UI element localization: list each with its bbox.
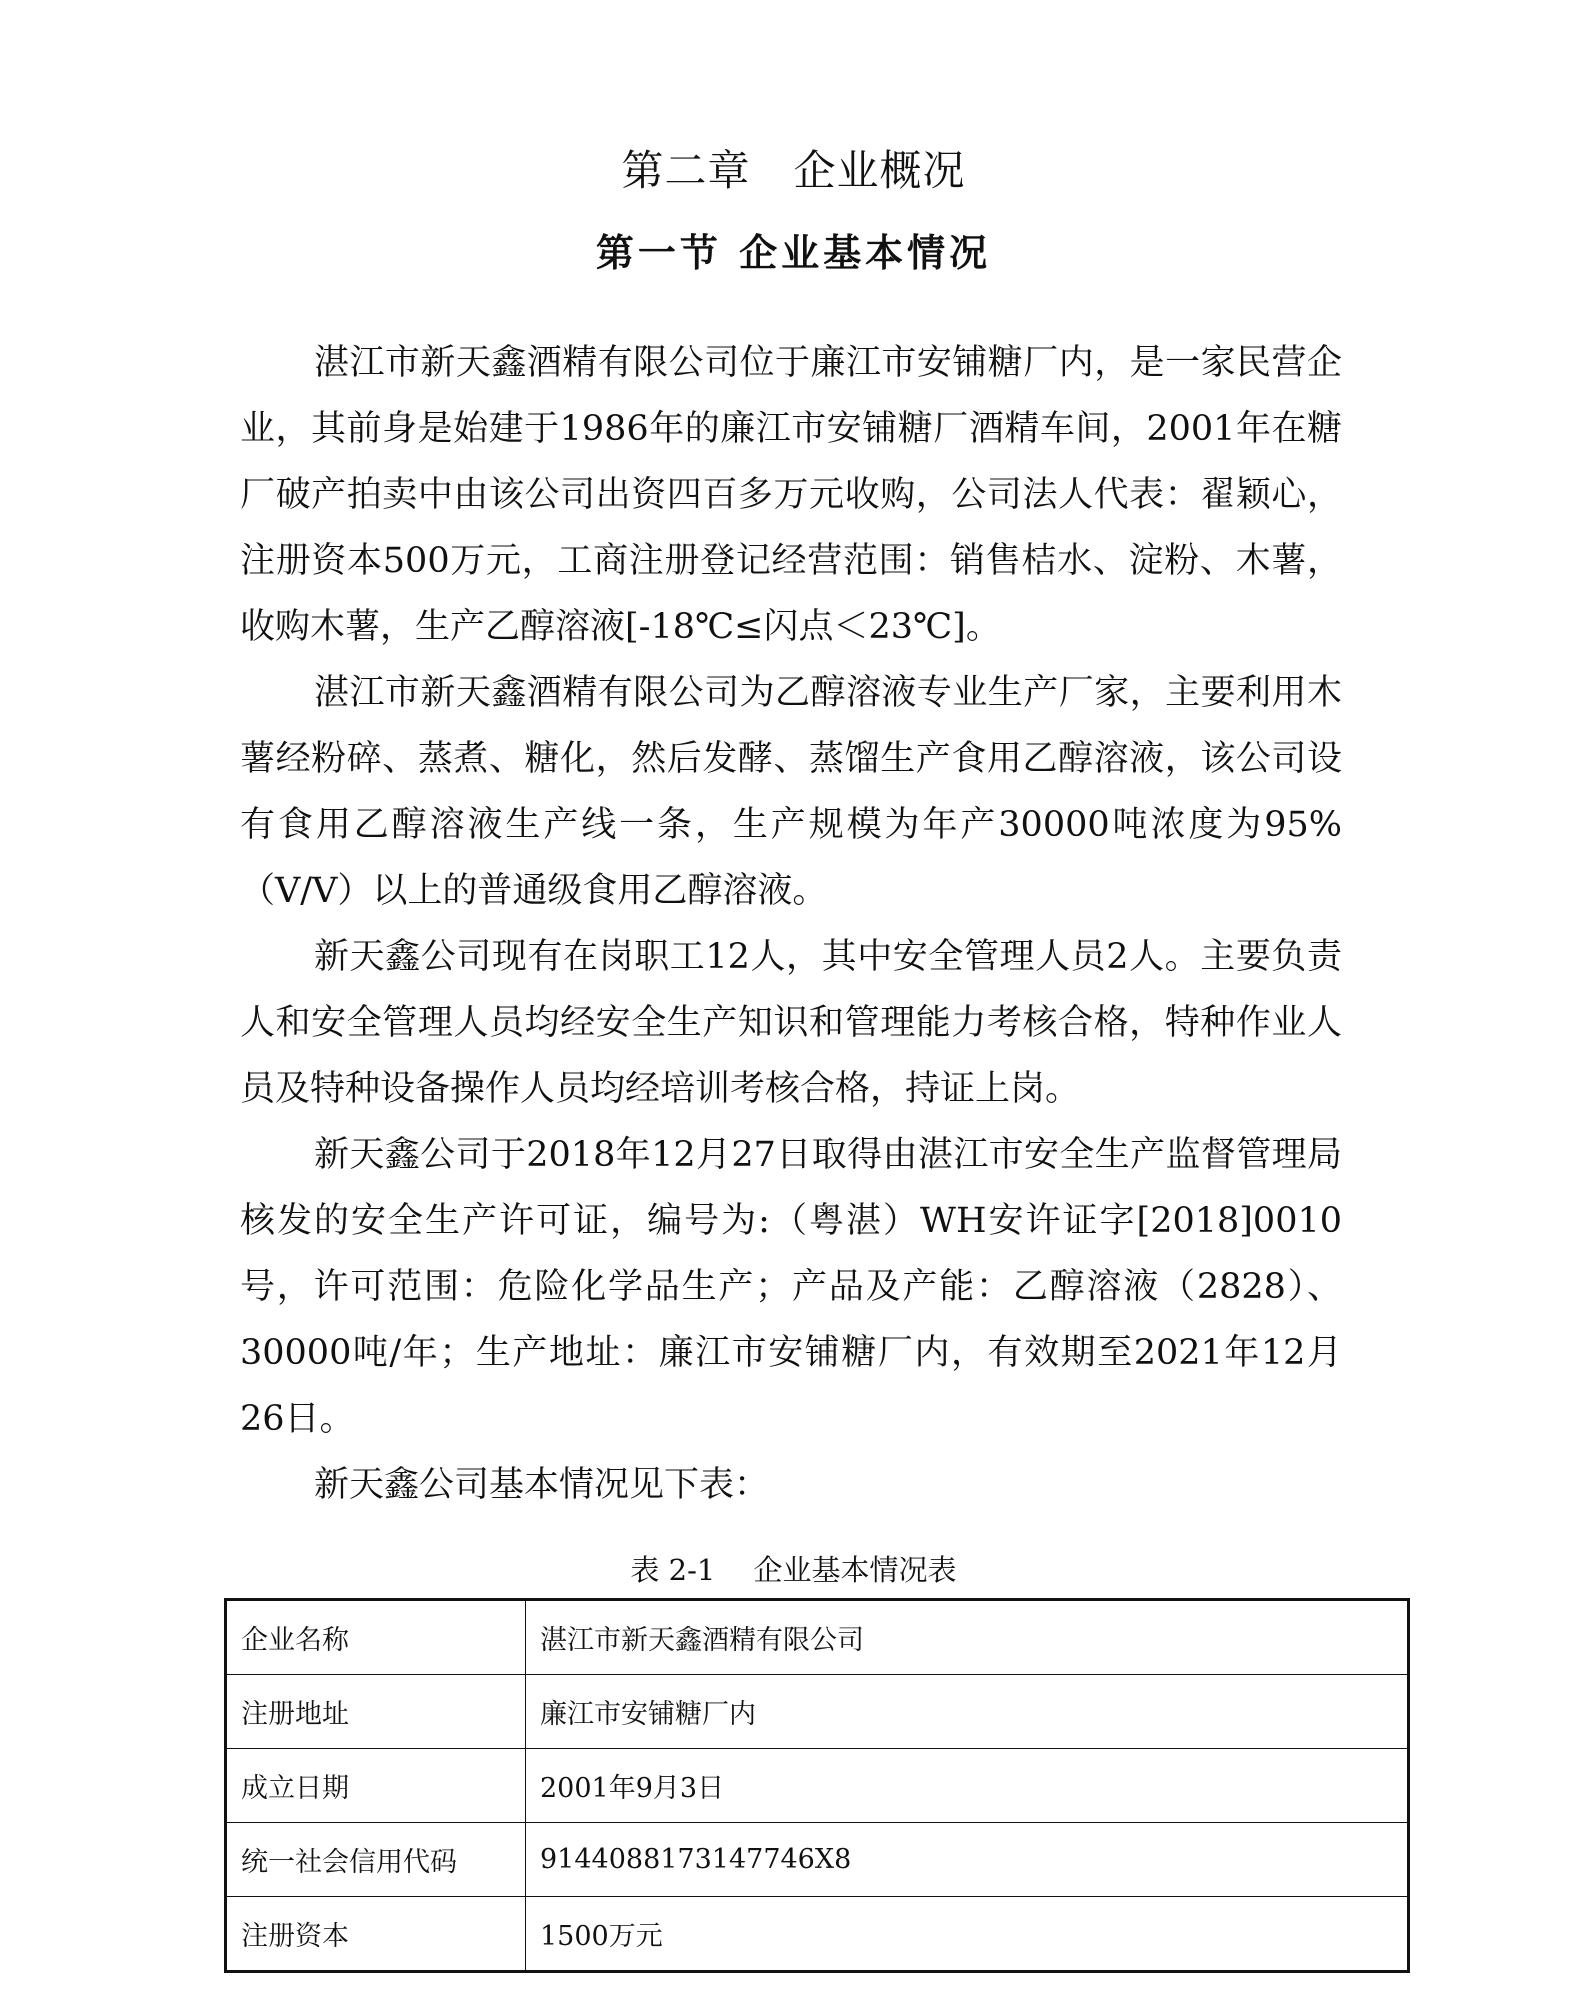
table-caption: 表 2-1 企业基本情况表 (630, 1553, 957, 1587)
row-value: 2001年9月3日 (526, 1749, 1409, 1823)
paragraph-staff: 新天鑫公司现有在岗职工12人，其中安全管理人员2人。主要负责人和安全管理人员均经安全生产知识和管理能力考核合格，特种作业人员及特种设备操作人员均经培训考核合格，持证上岗。 (240, 937, 1342, 1109)
row-value: 9144088173147746X8 (526, 1823, 1409, 1897)
paragraph-license: 新天鑫公司于2018年12月27日取得由湛江市安全生产监督管理局核发的安全生产许可证，编号为:（粤湛）WH安许证字[2018]0010号，许可范围：危险化学品生产；产品及产能：乙醇溶液（2828）、30000吨/年；生产地址：廉江市安铺糖厂内，有效期至2021年12月26日。 (240, 1135, 1342, 1439)
table-row (226, 1675, 1409, 1749)
company-info-table (224, 1598, 1410, 1973)
row-label: 统一社会信用代码 (226, 1823, 526, 1897)
row-label: 注册地址 (226, 1675, 526, 1749)
paragraph-company-intro: 湛江市新天鑫酒精有限公司位于廉江市安铺糖厂内，是一家民营企业，其前身是始建于1986年的廉江市安铺糖厂酒精车间，2001年在糖厂破产拍卖中由该公司出资四百多万元收购，公司法人代表：翟颖心，注册资本500万元，工商注册登记经营范围：销售桔水、淀粉、木薯，收购木薯，生产乙醇溶液[-18℃≤闪点＜23℃]。 (240, 343, 1342, 647)
table-row (226, 1600, 1409, 1675)
chapter-title: 第二章 企业概况 (621, 146, 966, 195)
row-label: 企业名称 (226, 1600, 526, 1675)
row-label: 注册资本 (226, 1897, 526, 1972)
row-value: 廉江市安铺糖厂内 (526, 1675, 1409, 1749)
table-row (226, 1823, 1409, 1897)
paragraph-table-intro: 新天鑫公司基本情况见下表： (314, 1465, 770, 1505)
row-label: 成立日期 (226, 1749, 526, 1823)
table-row (226, 1749, 1409, 1823)
table-row (226, 1897, 1409, 1972)
body-text (240, 330, 1342, 1518)
paragraph-production: 湛江市新天鑫酒精有限公司为乙醇溶液专业生产厂家，主要利用木薯经粉碎、蒸煮、糖化，然后发酵、蒸馏生产食用乙醇溶液，该公司设有食用乙醇溶液生产线一条，生产规模为年产30000吨浓度为95%（V/V）以上的普通级食用乙醇溶液。 (240, 673, 1342, 911)
section-title: 第一节 企业基本情况 (595, 230, 992, 275)
row-value: 湛江市新天鑫酒精有限公司 (526, 1600, 1409, 1675)
row-value: 1500万元 (526, 1897, 1409, 1972)
